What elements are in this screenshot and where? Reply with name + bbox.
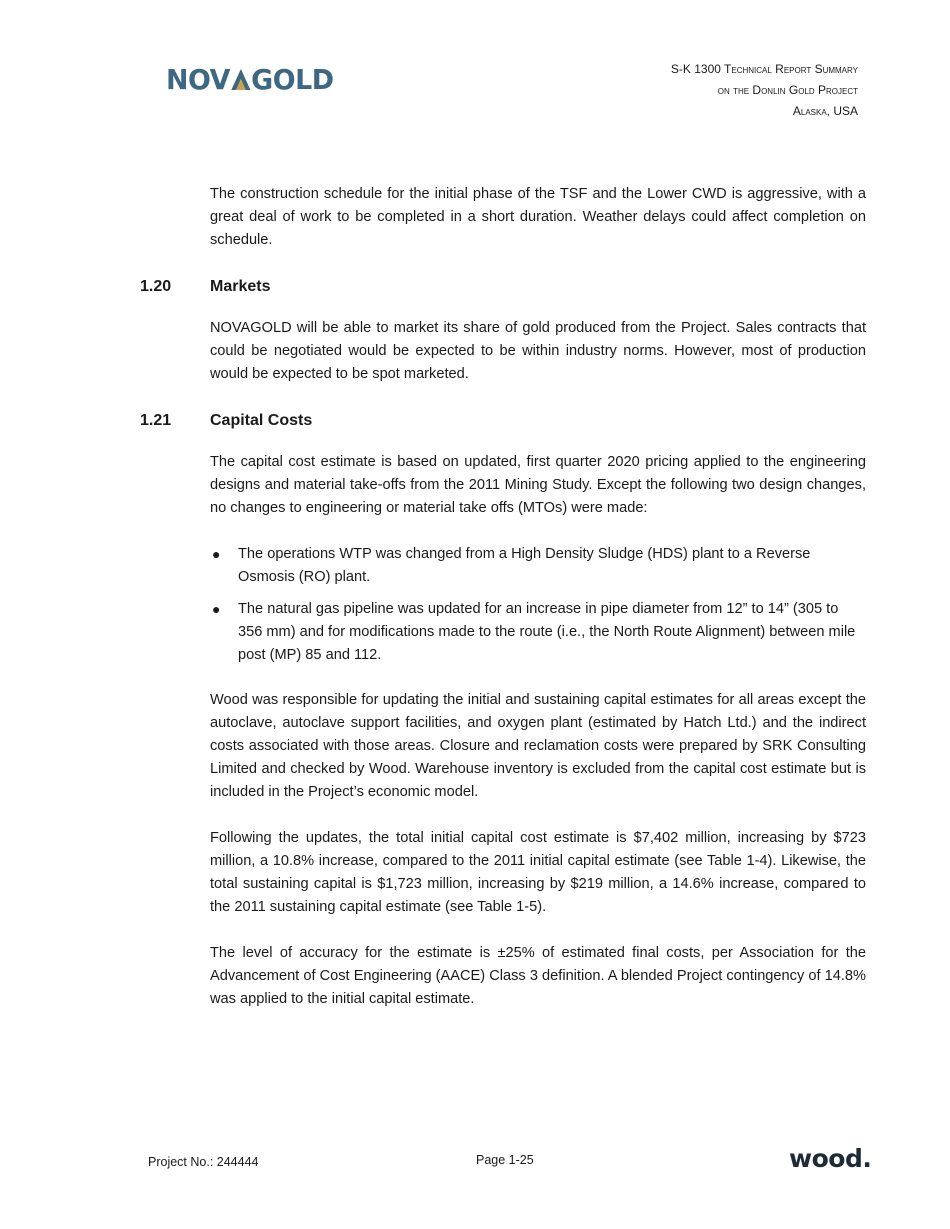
section-title: Capital Costs [210,412,313,429]
markets-paragraph: NOVAGOLD will be able to market its share of gold produced from the Project. Sales contracts that could be negotiated would be expected to be within industry norms. However, most of production would be expected to be spot marketed. [210,320,866,382]
wood-logo: wood. [789,1144,872,1173]
design-changes-list [210,543,866,667]
page-number: Page 1-25 [476,1153,534,1167]
capital-paragraph-2: Wood was responsible for updating the initial and sustaining capital estimates for all areas except the autoclave, autoclave support facilities, and oxygen plant (estimated by Hatch Ltd.) and the indirect costs associated with those areas. Closure and reclamation costs were prepared by SRK Consulting Limited and checked by Wood. Warehouse inventory is excluded from the capital cost estimate but is included in the Project’s economic model. [210,692,866,800]
logo-text-left: NOV [166,63,230,96]
section-number: 1.21 [140,412,172,429]
bullet-icon: ● [212,546,221,562]
section-heading-capital-costs [140,409,866,433]
novagold-logo [166,62,334,98]
intro-paragraph: The construction schedule for the initial phase of the TSF and the Lower CWD is aggressive, with a great deal of work to be completed in a short duration. Weather delays could affect completion on schedule. [210,186,866,248]
report-title-line3: Alaska, USA [792,104,858,118]
section-title: Markets [210,278,271,295]
document-body [140,183,866,1034]
section-number: 1.20 [140,278,172,295]
section-heading-markets [140,275,866,299]
project-number: Project No.: 244444 [148,1155,259,1169]
logo-a-mark-icon [230,67,251,91]
report-header [671,59,858,122]
bullet-icon: ● [212,601,221,617]
report-title-line2: on the Donlin Gold Project [717,83,858,97]
capital-paragraph-3: Following the updates, the total initial capital cost estimate is $7,402 million, increasing by $723 million, a 10.8% increase, compared to the 2011 initial capital estimate (see Table 1-4). Likewise, the total sustaining capital is $1,723 million, increasing by $219 million, a 14.6% increase, compared to the 2011 sustaining capital estimate (see Table 1-5). [210,830,866,915]
capital-paragraph-1: The capital cost estimate is based on updated, first quarter 2020 pricing applied to the engineering designs and material take-offs from the 2011 Mining Study. Except the following two design changes, no changes to engineering or material take offs (MTOs) were made: [210,454,866,516]
logo-text-right: GOLD [251,63,334,96]
capital-paragraph-4: The level of accuracy for the estimate is ±25% of estimated final costs, per Association for the Advancement of Cost Engineering (AACE) Class 3 definition. A blended Project contingency of 14.8% was applied to the initial capital estimate. [210,945,866,1007]
list-item: ● The natural gas pipeline was updated for an increase in pipe diameter from 12” to 14” (305 to 356 mm) and for modifications made to the route (i.e., the North Route Alignment) between mile post (MP) 85 and 112. [210,598,866,667]
list-item: ● The operations WTP was changed from a High Density Sludge (HDS) plant to a Reverse Osmosis (RO) plant. [210,543,866,589]
report-title-line1: S-K 1300 Technical Report Summary [670,62,858,76]
